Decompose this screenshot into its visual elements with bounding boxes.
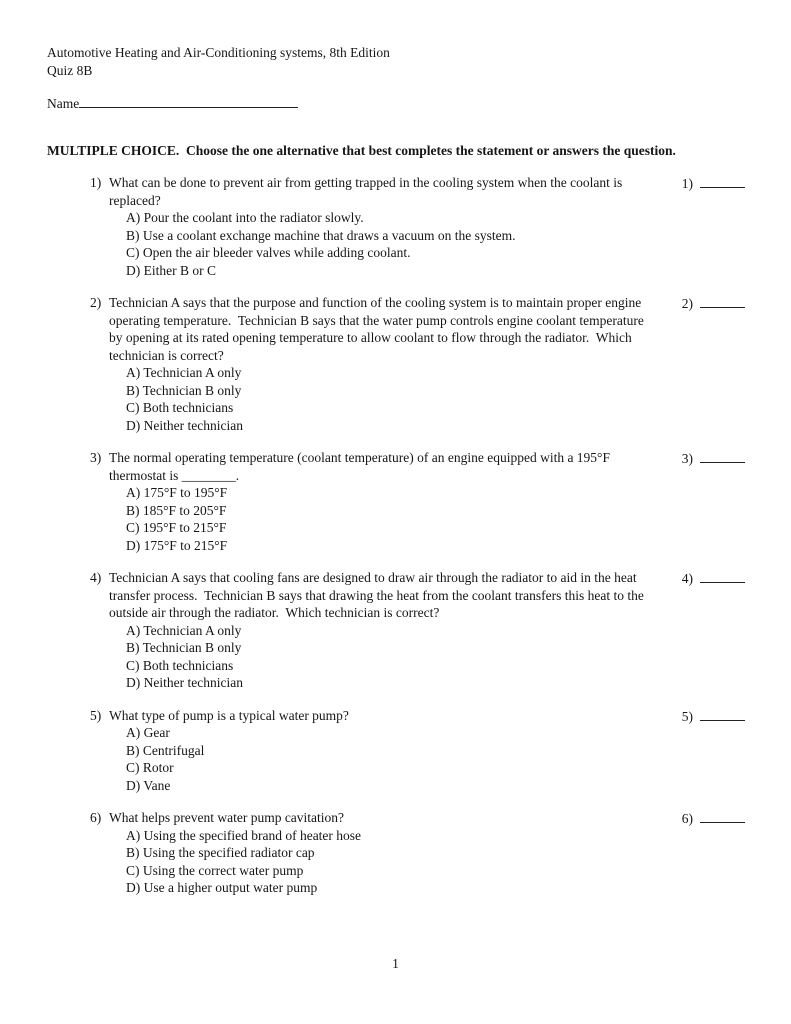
instructions-heading: MULTIPLE CHOICE. Choose the one alternative that best completes the statement or answers the question. (47, 142, 676, 158)
choice-b: B) Centrifugal (126, 742, 205, 758)
question-text: What type of pump is a typical water pump? (109, 707, 349, 723)
document-title: Automotive Heating and Air-Conditioning systems, 8th Edition (47, 45, 390, 60)
choice-b: B) Use a coolant exchange machine that draws a vacuum on the system. (126, 227, 516, 243)
question-text: Technician A says that cooling fans are designed to draw air through the radiator to aid in the heat transfer process. Technician B says that drawing the heat from the coolant transfers this heat to the outside air through the radiator. Which technician is correct? (109, 570, 648, 620)
answer-line (700, 809, 745, 823)
answer-number: 6) (681, 811, 693, 826)
question-number: 1) (90, 175, 102, 190)
choice-c: C) Open the air bleeder valves while adding coolant. (126, 245, 411, 260)
question-block-3 (47, 449, 745, 554)
page-number: 1 (392, 955, 399, 971)
choice-c: C) 195°F to 215°F (126, 520, 227, 535)
question-block-5 (47, 707, 745, 795)
answer-line (700, 294, 745, 308)
choice-b: B) 185°F to 205°F (126, 502, 227, 518)
answer-blank-4 (682, 569, 745, 588)
choice-a: A) Pour the coolant into the radiator slowly. (126, 210, 364, 225)
choice-b: B) Technician B only (126, 382, 242, 398)
answer-line (700, 449, 745, 463)
answer-line (700, 174, 745, 188)
choice-b: B) Using the specified radiator cap (126, 845, 315, 860)
choice-a: A) Gear (126, 725, 170, 740)
question-text: What helps prevent water pump cavitation? (109, 810, 345, 825)
answer-number: 3) (681, 451, 693, 466)
choice-d: D) 175°F to 215°F (126, 537, 228, 553)
choice-d: D) Vane (126, 777, 171, 793)
name-label: Name (47, 96, 80, 111)
choice-c: C) Both technicians (126, 657, 234, 673)
question-text: What can be done to prevent air from getting trapped in the cooling system when the coolant is replaced? (109, 175, 626, 208)
answer-line (700, 569, 745, 583)
answer-number: 5) (681, 708, 693, 724)
answer-number: 4) (681, 571, 693, 586)
choice-d: D) Neither technician (126, 417, 243, 433)
question-block-1 (47, 174, 745, 279)
choice-c: C) Both technicians (126, 400, 234, 415)
document-subtitle: Quiz 8B (47, 62, 93, 78)
answer-line (700, 707, 745, 721)
choice-d: D) Either B or C (126, 262, 216, 278)
question-text: Technician A says that the purpose and function of the cooling system is to maintain proper engine operating temperature. Technician B says that the water pump controls engine coolant temperature by opening at its rated opening temperature to allow coolant to flow through the radiator. Which technician is correct? (109, 295, 648, 363)
choice-a: A) Technician A only (126, 365, 242, 380)
answer-number: 2) (681, 296, 693, 311)
answer-number: 1) (681, 176, 693, 191)
question-number: 5) (90, 707, 102, 723)
answer-blank-1 (682, 174, 745, 193)
question-block-6 (47, 809, 745, 897)
choice-a: A) Using the specified brand of heater hose (126, 827, 362, 843)
question-text: The normal operating temperature (coolant temperature) of an engine equipped with a 195°F thermostat is ________. (109, 450, 614, 483)
name-blank-line (79, 94, 298, 108)
question-number: 4) (90, 570, 102, 585)
choice-d: D) Use a higher output water pump (126, 880, 318, 895)
question-number: 6) (90, 810, 102, 825)
answer-blank-3 (682, 449, 745, 468)
answer-blank-5 (682, 707, 745, 726)
choice-a: A) 175°F to 195°F (126, 485, 228, 500)
choice-d: D) Neither technician (126, 675, 243, 690)
question-block-2 (47, 294, 745, 434)
questions-list (47, 174, 745, 897)
name-row (47, 94, 745, 113)
choice-b: B) Technician B only (126, 640, 242, 655)
question-number: 3) (90, 450, 102, 465)
choice-a: A) Technician A only (126, 622, 242, 638)
answer-blank-2 (682, 294, 745, 313)
question-number: 2) (90, 295, 102, 310)
answer-blank-6 (682, 809, 745, 828)
choice-c: C) Using the correct water pump (126, 862, 304, 878)
choice-c: C) Rotor (126, 760, 174, 775)
question-block-4 (47, 569, 745, 692)
